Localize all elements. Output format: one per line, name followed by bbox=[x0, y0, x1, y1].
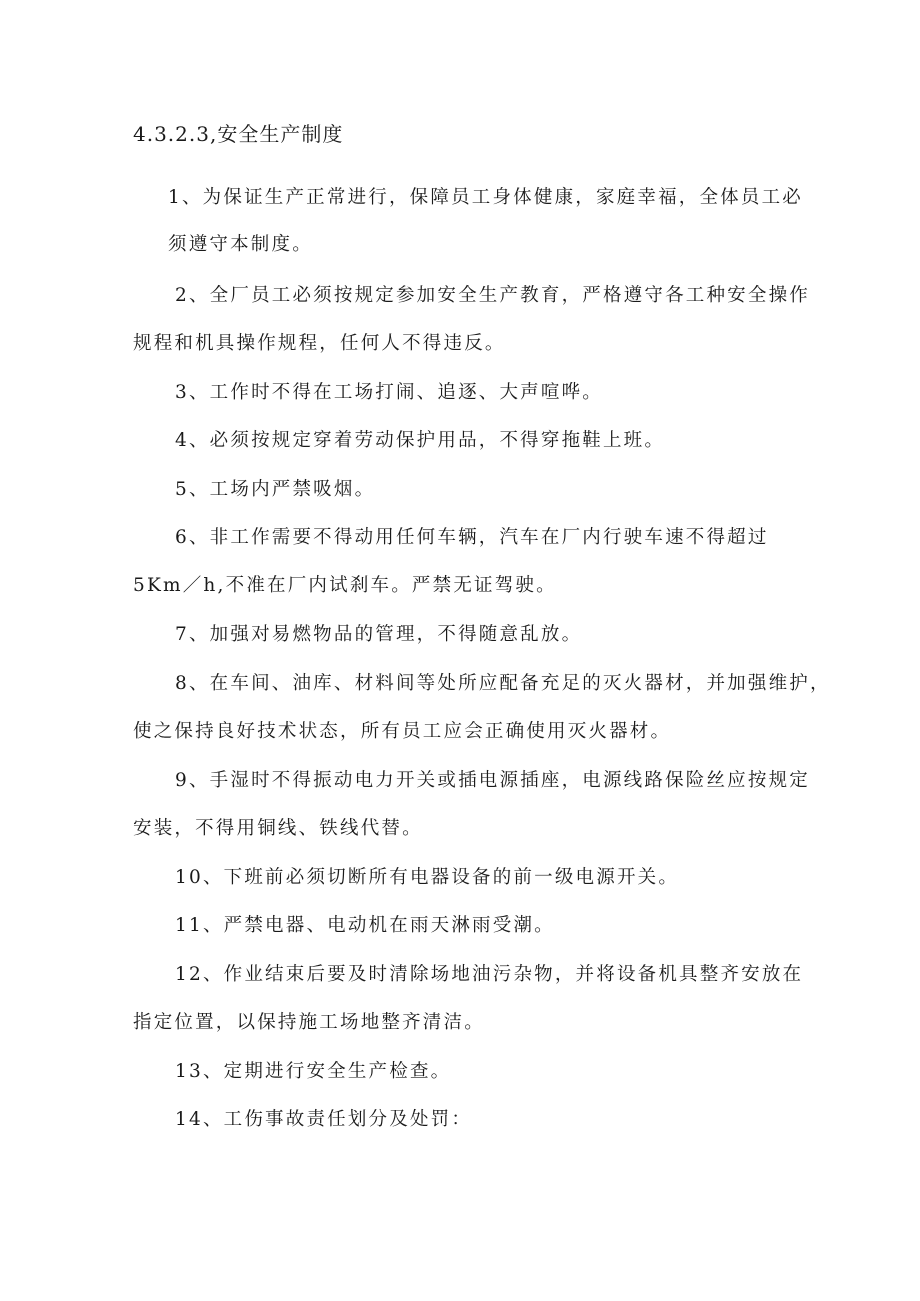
item-2-line-2: 规程和机具操作规程，任何人不得违反。 bbox=[133, 333, 506, 354]
item-12-line-1: 12、作业结束后要及时清除场地油污杂物，并将设备机具整齐安放在 bbox=[175, 964, 804, 985]
item-6-line-2: 5Km／h,不准在厂内试刹车。严禁无证驾驶。 bbox=[133, 575, 557, 596]
item-6-line-1: 6、非工作需要不得动用任何车辆，汽车在厂内行驶车速不得超过 bbox=[175, 527, 769, 548]
item-4-line-1: 4、必须按规定穿着劳动保护用品，不得穿拖鞋上班。 bbox=[175, 430, 666, 451]
item-9-line-2: 安装，不得用铜线、铁线代替。 bbox=[133, 818, 423, 839]
item-3-line-1: 3、工作时不得在工场打闹、追逐、大声喧哗。 bbox=[175, 382, 603, 403]
item-12-line-2: 指定位置，以保持施工场地整齐清洁。 bbox=[133, 1012, 485, 1033]
item-9-line-1: 9、手湿时不得振动电力开关或插电源插座，电源线路保险丝应按规定 bbox=[175, 770, 810, 791]
item-1-line-2: 须遵守本制度。 bbox=[168, 234, 313, 255]
item-7-line-1: 7、加强对易燃物品的管理，不得随意乱放。 bbox=[175, 624, 583, 645]
section-heading: 4.3.2.3,安全生产制度 bbox=[133, 122, 344, 146]
item-13-line-1: 13、定期进行安全生产检查。 bbox=[175, 1061, 452, 1082]
item-10-line-1: 10、下班前必须切断所有电器设备的前一级电源开关。 bbox=[175, 867, 680, 888]
item-2-line-1: 2、全厂员工必须按规定参加安全生产教育，严格遵守各工种安全操作 bbox=[175, 285, 810, 306]
item-5-line-1: 5、工场内严禁吸烟。 bbox=[175, 479, 376, 500]
item-8-line-2: 使之保持良好技术状态，所有员工应会正确使用灭火器材。 bbox=[133, 721, 672, 742]
item-11-line-1: 11、严禁电器、电动机在雨天淋雨受潮。 bbox=[175, 915, 555, 936]
item-14-line-1: 14、工伤事故责任划分及处罚： bbox=[175, 1109, 473, 1130]
item-1-line-1: 1、为保证生产正常进行，保障员工身体健康，家庭幸福，全体员工必 bbox=[168, 187, 803, 208]
item-8-line-1: 8、在车间、油库、材料间等处所应配备充足的灭火器材，并加强维护， bbox=[175, 673, 831, 694]
